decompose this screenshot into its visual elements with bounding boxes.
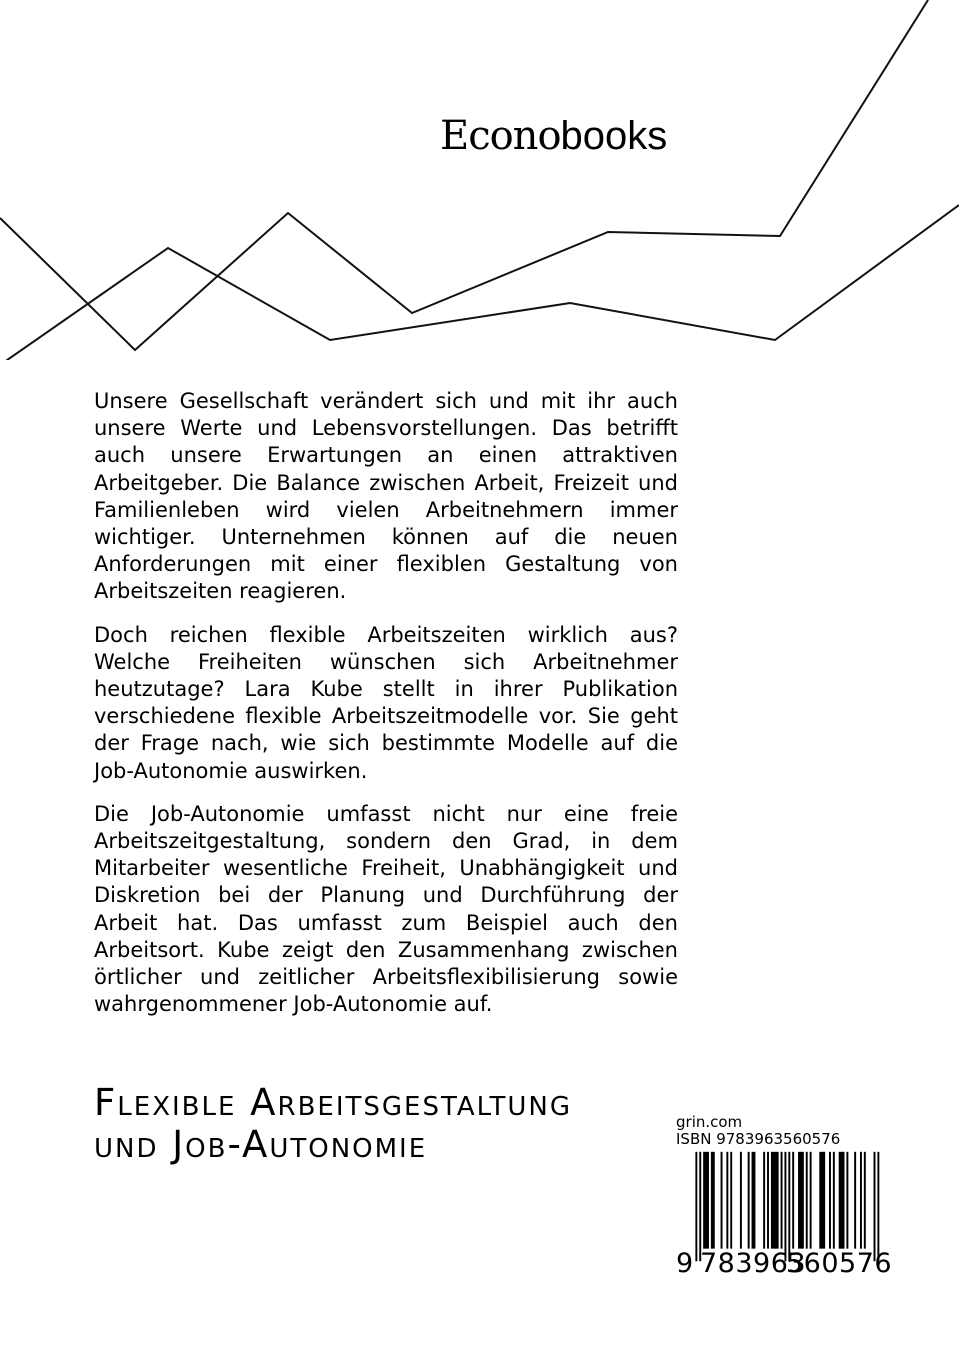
barcode-bar-14	[784, 1152, 786, 1261]
logo-econo-text: Econo	[440, 113, 561, 159]
barcode-bar-3	[711, 1152, 715, 1249]
barcode-first-digit: 9	[676, 1248, 694, 1279]
barcode-right-group: 560576	[786, 1248, 893, 1279]
logo-books-text: books	[560, 114, 668, 158]
blurb-paragraph-3: Die Job-Autonomie umfasst nicht nur eine freie Arbeitszeitgestaltung, sondern den Grad, in dem Mitarbeiter wesentliche Freiheit, Unabhängigkeit und Diskretion bei der Planung und Durchführung der Arbeit hat. Das umfasst zum Beispiel auch den Arbeitsort. Kube zeigt den Zusammenhang zwischen örtlicher und zeitlicher Arbeitsflexibilisierung sowie wahrgenommener Job-Autonomie auf.	[94, 801, 678, 1017]
barcode-bar-27	[864, 1152, 866, 1249]
barcode-bar-4	[721, 1152, 723, 1249]
barcode-bar-22	[833, 1152, 835, 1249]
barcode-bar-15	[788, 1152, 790, 1261]
barcode-bar-21	[829, 1152, 831, 1249]
publisher-info	[676, 1114, 840, 1148]
barcode-left-group: 783963	[700, 1248, 807, 1279]
barcode-bar-25	[854, 1152, 856, 1249]
book-title-line-1: Flexible Arbeitsgestaltung	[94, 1081, 573, 1124]
barcode-bar-23	[839, 1152, 845, 1249]
barcode-bar-12	[771, 1152, 779, 1249]
barcode-bar-29	[877, 1152, 879, 1261]
blurb-paragraph-1: Unsere Gesellschaft verändert sich und mit ihr auch unsere Werte und Lebensvorstellungen. Das betrifft auch unsere Erwartungen an einen attraktiven Arbeitgeber. Die Balance zwischen Arbeit, Freizeit und Familienleben wird vielen Arbeitnehmern immer wichtiger. Unternehmen können auf die neuen Anforderungen mit einer flexiblen Gestaltung von Arbeitszeiten reagieren.	[94, 389, 678, 604]
barcode-bar-6	[730, 1152, 732, 1249]
barcode-bar-20	[819, 1152, 825, 1249]
barcode-bar-10	[763, 1152, 765, 1249]
publisher-website: grin.com	[676, 1113, 743, 1131]
barcode-bar-28	[874, 1152, 876, 1261]
barcode-bar-26	[860, 1152, 862, 1249]
barcode-bar-0	[695, 1152, 697, 1261]
barcode-bar-7	[740, 1152, 742, 1249]
barcode-bar-2	[703, 1152, 709, 1249]
barcode-bar-11	[767, 1152, 769, 1249]
barcode-bar-1	[699, 1152, 701, 1261]
isbn-label: ISBN 9783963560576	[676, 1130, 841, 1148]
barcode-bar-9	[752, 1152, 756, 1249]
publisher-logo	[440, 112, 667, 160]
barcode-bar-17	[798, 1152, 804, 1249]
blurb-paragraph-2: Doch reichen flexible Arbeitszeiten wirklich aus? Welche Freiheiten wünschen sich Arbeitnehmer heutzutage? Lara Kube stellt in ihrer Publikation verschiedene flexible Arbeitszeitmodelle vor. Sie geht der Frage nach, wie sich bestimmte Modelle auf die Job-Autonomie auswirken.	[94, 622, 678, 783]
barcode-bar-5	[726, 1152, 728, 1249]
decorative-line-2	[0, 205, 959, 360]
book-title-line-2: und Job-Autonomie	[94, 1123, 428, 1166]
decorative-line-graphic	[0, 0, 959, 360]
barcode-bar-19	[810, 1152, 812, 1249]
barcode-bar-13	[781, 1152, 783, 1249]
barcode-bar-18	[806, 1152, 808, 1249]
barcode-bar-8	[748, 1152, 750, 1249]
barcode-bar-16	[792, 1152, 794, 1249]
decorative-line-1	[0, 0, 928, 350]
book-title	[94, 1082, 572, 1166]
barcode-bar-24	[846, 1152, 848, 1249]
blurb	[94, 388, 678, 1034]
